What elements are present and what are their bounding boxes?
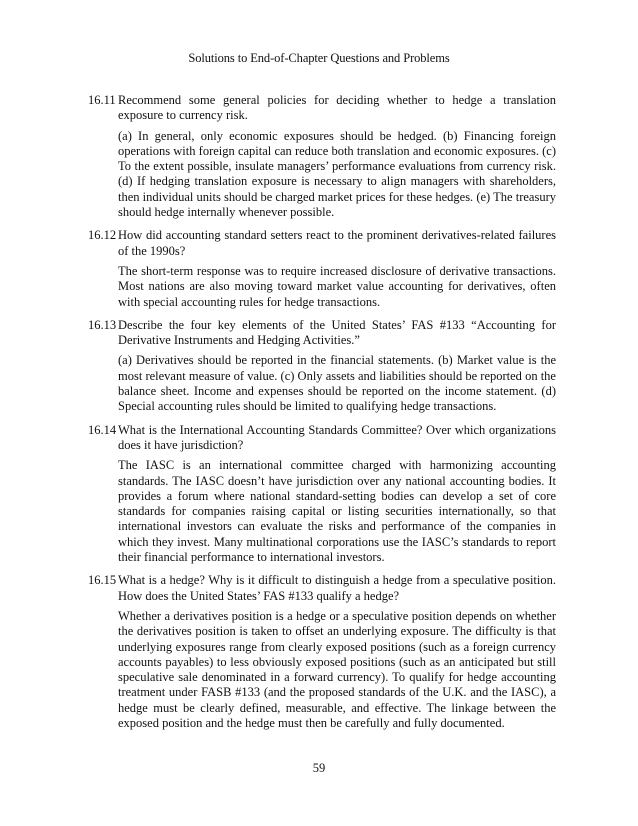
question-number: 16.13 bbox=[88, 317, 117, 332]
page-number: 59 bbox=[312, 761, 326, 775]
question-number: 16.15 bbox=[88, 573, 117, 588]
question-text: Describe the four key elements of the United States’ FAS #133 “Accounting for Derivative Instruments and Hedging Activities.” bbox=[118, 317, 556, 348]
question-item bbox=[88, 318, 556, 415]
question-item bbox=[88, 228, 556, 309]
question-text: What is a hedge? Why is it difficult to distinguish a hedge from a speculative position. How does the United States’ FAS #133 qualify a hedge? bbox=[118, 573, 556, 603]
question-number: 16.12 bbox=[88, 228, 117, 243]
question-number: 16.14 bbox=[88, 422, 117, 437]
answer-text: (a) Derivatives should be reported in the financial statements. (b) Market value is the most relevant measure of value. (c) Only assets and liabilities should be reported on the balance sheet. Income and expenses should be reported on the income statement. (d) Special accounting rules should be limited to qualifying hedge transactions. bbox=[118, 353, 556, 414]
question-item bbox=[88, 573, 556, 731]
question-text: How did accounting standard setters react to the prominent derivatives-related failures of the 1990s? bbox=[118, 228, 556, 258]
questions-list bbox=[88, 93, 556, 739]
question-number: 16.11 bbox=[88, 93, 116, 107]
question-item bbox=[88, 93, 556, 220]
answer-text: (a) In general, only economic exposures should be hedged. (b) Financing foreign operations with foreign capital can reduce both translation and economic exposures. (c) To the extent possible, insulate managers’ performance evaluations from currency risk. (d) If hedging translation exposure is necessary to align managers with shareholders, then individual units should be charged market prices for these hedges. (e) The treasury should hedge internally whenever possible. bbox=[118, 128, 556, 220]
question-text: What is the International Accounting Standards Committee? Over which organizations does it have jurisdiction? bbox=[118, 422, 556, 452]
question-text: Recommend some general policies for deciding whether to hedge a translation exposure to currency risk. bbox=[118, 93, 556, 123]
answer-text: The short-term response was to require increased disclosure of derivative transactions. Most nations are also moving toward market value accounting for derivatives, often with special accounting rules for hedge transactions. bbox=[118, 263, 556, 309]
answer-text: Whether a derivatives position is a hedge or a speculative position depends on whether the derivatives position is taken to offset an underlying exposure. The difficulty is that underlying exposures range from clearly exposed positions (such as a foreign currency accounts payables) to less obviously exposed positions (such as an anticipated but still speculative sale denominated in a forward currency). To qualify for hedge accounting treatment under FASB #133 (and the proposed standards of the U.K. and the IASC), a hedge must be clearly defined, measurable, and effective. The linkage between the exposed position and the hedge must then be carefully and fully documented. bbox=[118, 608, 556, 730]
answer-text: The IASC is an international committee charged with harmonizing accounting standards. The IASC doesn’t have jurisdiction over any national accounting bodies. It provides a forum where national standard-setting bodies can develop a set of core standards for companies raising capital or listing securities internationally, so that international investors can evaluate the risks and performance of the companies in which they invest. Many multinational corporations use the IASC’s standards to report their financial performance to international investors. bbox=[118, 458, 556, 565]
page-header: Solutions to End-of-Chapter Questions and Problems bbox=[188, 51, 450, 65]
question-item bbox=[88, 423, 556, 566]
